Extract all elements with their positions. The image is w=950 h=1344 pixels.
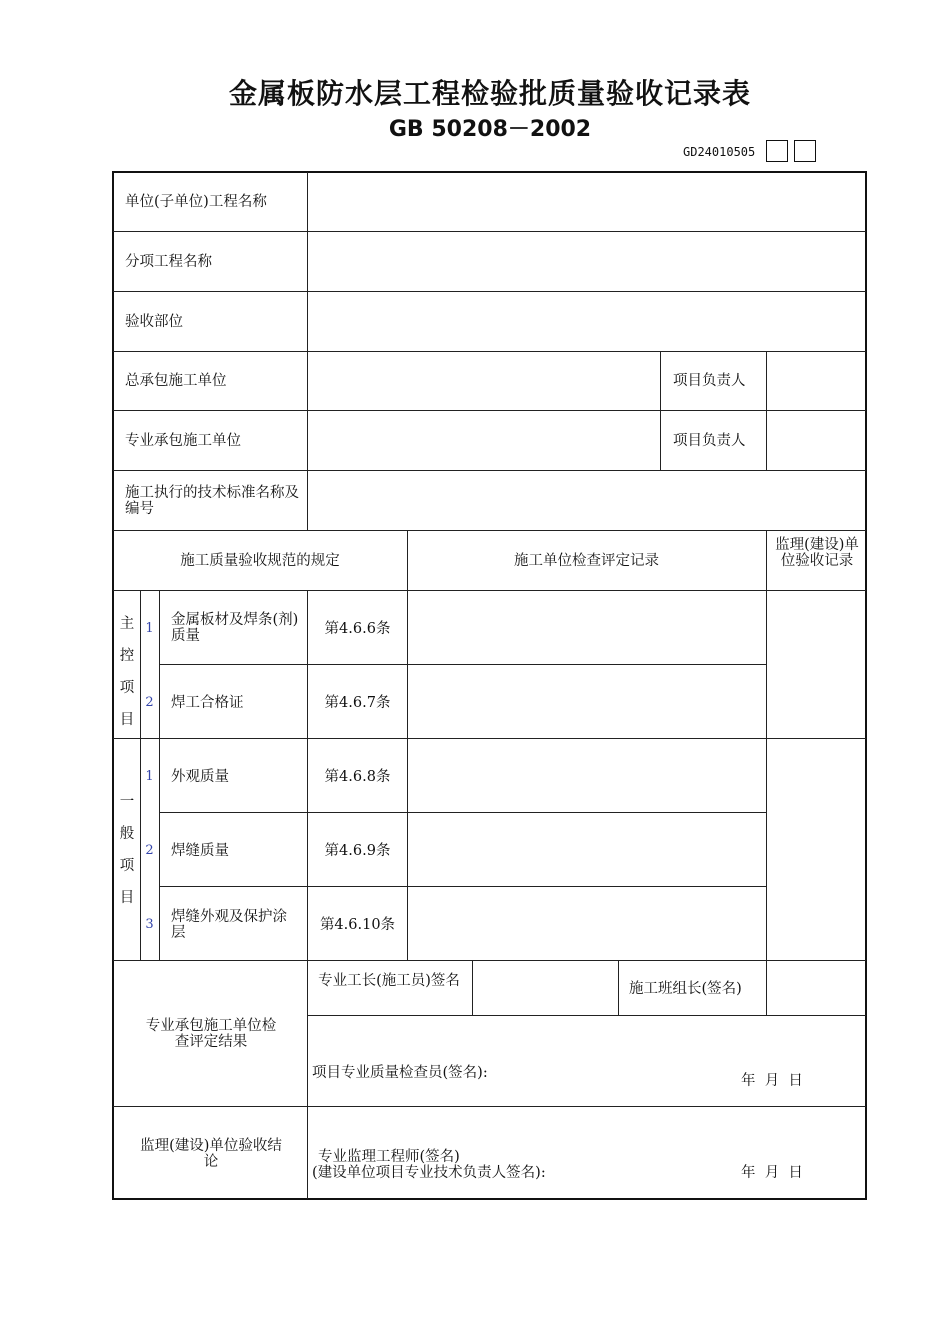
row-divider bbox=[307, 1015, 866, 1016]
row-divider bbox=[113, 410, 866, 411]
row-divider bbox=[159, 886, 766, 887]
row-divider bbox=[113, 590, 866, 591]
project-manager-label-2: 项目负责人 bbox=[673, 433, 746, 449]
main-item-2-clause: 第4.6.7条 bbox=[324, 695, 391, 711]
main-item-1-record-input[interactable] bbox=[410, 593, 764, 662]
quality-inspector-label: 项目专业质量检查员(签名): bbox=[312, 1065, 488, 1081]
main-items-supervisor-input[interactable] bbox=[769, 593, 864, 736]
col-divider bbox=[618, 960, 619, 1015]
acceptance-part-input[interactable] bbox=[310, 294, 864, 349]
general-item-3-num: 3 bbox=[145, 917, 154, 932]
supervisor-date: 年 月 日 bbox=[741, 1165, 803, 1181]
general-items-supervisor-input[interactable] bbox=[769, 741, 864, 958]
row-divider bbox=[113, 960, 866, 961]
main-item-1-clause: 第4.6.6条 bbox=[324, 621, 391, 637]
team-leader-signature-input[interactable] bbox=[769, 963, 864, 1013]
unit-project-label: 单位(子单位)工程名称 bbox=[125, 194, 267, 210]
main-item-2-num: 2 bbox=[145, 695, 154, 710]
specialty-contractor-label: 专业承包施工单位 bbox=[125, 433, 241, 449]
unit-project-input[interactable] bbox=[310, 174, 864, 229]
general-item-3-clause: 第4.6.10条 bbox=[319, 917, 396, 933]
row-divider bbox=[113, 351, 866, 352]
specialty-contractor-input[interactable] bbox=[310, 413, 658, 468]
row-divider bbox=[113, 530, 866, 531]
form-title: 金属板防水层工程检验批质量验收记录表 bbox=[228, 77, 751, 110]
general-items-group-label: 一般项目 bbox=[119, 794, 135, 906]
general-contractor-label: 总承包施工单位 bbox=[125, 373, 227, 389]
general-item-2-num: 2 bbox=[145, 843, 154, 858]
main-item-1-name: 金属板材及焊条(剂)质量 bbox=[171, 612, 299, 644]
project-manager-label: 项目负责人 bbox=[673, 373, 746, 389]
general-item-1-num: 1 bbox=[145, 769, 154, 784]
general-item-1-clause: 第4.6.8条 bbox=[324, 769, 391, 785]
main-item-2-record-input[interactable] bbox=[410, 667, 764, 736]
general-item-2-record-input[interactable] bbox=[410, 815, 764, 884]
row-divider bbox=[113, 291, 866, 292]
row-divider bbox=[159, 812, 766, 813]
col-divider bbox=[766, 530, 767, 960]
col-divider bbox=[766, 351, 767, 470]
col-divider bbox=[766, 960, 767, 1015]
general-item-3-record-input[interactable] bbox=[410, 889, 764, 958]
general-item-1-record-input[interactable] bbox=[410, 741, 764, 810]
standard-name-input[interactable] bbox=[310, 473, 864, 528]
standard-code: GB 50208－2002 bbox=[388, 117, 592, 142]
general-item-2-name: 焊缝质量 bbox=[171, 843, 229, 859]
col-divider bbox=[159, 590, 160, 960]
foreman-signature-input[interactable] bbox=[475, 963, 616, 1013]
sub-project-label: 分项工程名称 bbox=[125, 254, 212, 270]
general-contractor-input[interactable] bbox=[310, 354, 658, 408]
contractor-date: 年 月 日 bbox=[741, 1073, 803, 1089]
col-divider bbox=[472, 960, 473, 1015]
row-divider bbox=[113, 738, 866, 739]
main-item-1-num: 1 bbox=[145, 621, 154, 636]
row-divider bbox=[113, 470, 866, 471]
supervisor-engineer-label: 专业监理工程师(签名) bbox=[318, 1149, 460, 1165]
owner-technical-lead-label: (建设单位项目专业技术负责人签名): bbox=[312, 1165, 546, 1181]
supervisor-record-header: 监理(建设)单位验收记录 bbox=[775, 537, 859, 569]
acceptance-part-label: 验收部位 bbox=[125, 314, 183, 330]
form-code-box-1[interactable] bbox=[766, 140, 788, 162]
col-divider bbox=[407, 530, 408, 960]
contractor-result-label: 专业承包施工单位检查评定结果 bbox=[145, 1018, 277, 1050]
general-contractor-manager-input[interactable] bbox=[769, 354, 864, 408]
main-items-group-label: 主控项目 bbox=[119, 616, 135, 728]
col-divider bbox=[307, 172, 308, 530]
general-item-2-clause: 第4.6.9条 bbox=[324, 843, 391, 859]
specialty-contractor-manager-input[interactable] bbox=[769, 413, 864, 468]
spec-provision-header: 施工质量验收规范的规定 bbox=[180, 553, 340, 569]
general-item-1-name: 外观质量 bbox=[171, 769, 229, 785]
form-code-box-2[interactable] bbox=[794, 140, 816, 162]
row-divider bbox=[113, 231, 866, 232]
supervisor-conclusion-label: 监理(建设)单位验收结论 bbox=[140, 1138, 282, 1170]
foreman-signature-label: 专业工长(施工员)签名 bbox=[318, 973, 460, 989]
standard-name-label: 施工执行的技术标准名称及编号 bbox=[125, 485, 299, 517]
row-divider bbox=[159, 664, 766, 665]
sub-project-input[interactable] bbox=[310, 234, 864, 289]
contractor-record-header: 施工单位检查评定记录 bbox=[514, 553, 659, 569]
team-leader-signature-label: 施工班组长(签名) bbox=[629, 981, 742, 997]
form-code: GD24010505 bbox=[683, 145, 756, 159]
main-item-2-name: 焊工合格证 bbox=[171, 695, 244, 711]
col-divider bbox=[307, 590, 308, 1199]
col-divider bbox=[660, 351, 661, 470]
row-divider bbox=[113, 1106, 866, 1107]
general-item-3-name: 焊缝外观及保护涂层 bbox=[171, 909, 287, 941]
